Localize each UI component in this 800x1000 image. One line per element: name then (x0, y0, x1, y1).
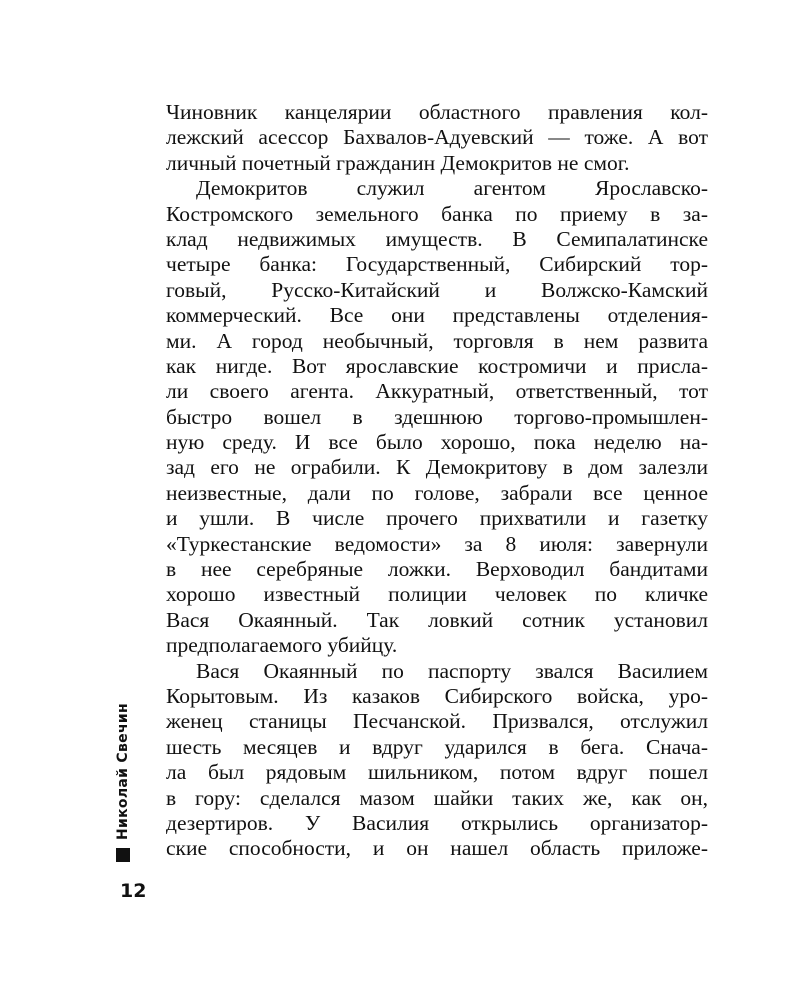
text-line: как нигде. Вот ярославские костромичи и присла- (166, 353, 708, 378)
text-line: Корытовым. Из казаков Сибирского войска, уро- (166, 683, 708, 708)
text-line: предполагаемого убийцу. (166, 633, 398, 658)
text-line: лежский асессор Бахвалов-Адуевский — тоже. А вот (166, 125, 708, 150)
text-line: Демокритов служил агентом Ярославско- (196, 176, 708, 201)
page-number: 12 (120, 880, 147, 902)
text-line: ские способности, и он нашел область приложе- (166, 836, 708, 861)
text-line: «Туркестанские ведомости» за 8 июля: завернули (166, 531, 708, 556)
text-line: дезертиров. У Василия открылись организатор- (166, 810, 708, 835)
text-line: зад его не ограбили. К Демокритову в дом залезли (166, 455, 708, 480)
text-line: ную среду. И все было хорошо, пока неделю на- (166, 430, 708, 455)
text-line: Чиновник канцелярии областного правления кол- (166, 100, 708, 124)
running-head-author: Николай Свечин (115, 703, 131, 840)
text-line: Вася Окаянный по паспорту звался Василием (196, 658, 708, 683)
text-line: хорошо известный полиции человек по кличке (166, 582, 708, 607)
text-line: четыре банка: Государственный, Сибирский тор- (166, 252, 708, 277)
running-head (108, 662, 138, 862)
text-line: в нее серебряные ложки. Верховодил бандитами (166, 557, 708, 582)
text-line: говый, Русско-Китайский и Волжско-Камский (166, 277, 708, 302)
text-line: быстро вошел в здешнюю торгово-промышлен- (166, 404, 708, 429)
text-line: ли своего агента. Аккуратный, ответственный, тот (166, 379, 708, 404)
text-line: Костромского земельного банка по приему в за- (166, 201, 708, 226)
body-text (166, 100, 708, 862)
text-line: и ушли. В числе прочего прихватили и газетку (166, 506, 708, 531)
text-line: ла был рядовым шильником, потом вдруг пошел (166, 760, 708, 785)
text-line: неизвестные, дали по голове, забрали все ценное (166, 480, 708, 505)
text-line: в гору: сделался мазом шайки таких же, как он, (166, 785, 708, 810)
text-line: клад недвижимых имуществ. В Семипалатинске (166, 226, 708, 251)
text-line: Вася Окаянный. Так ловкий сотник установил (166, 607, 708, 632)
square-marker-icon (116, 848, 130, 862)
text-line: личный почетный гражданин Демокритов не смог. (166, 150, 630, 175)
text-line: ми. А город необычный, торговля в нем развита (166, 328, 708, 353)
text-line: женец станицы Песчанской. Призвался, отслужил (166, 709, 708, 734)
text-line: шесть месяцев и вдруг ударился в бега. Снача- (166, 734, 708, 759)
text-line: коммерческий. Все они представлены отделения- (166, 303, 708, 328)
